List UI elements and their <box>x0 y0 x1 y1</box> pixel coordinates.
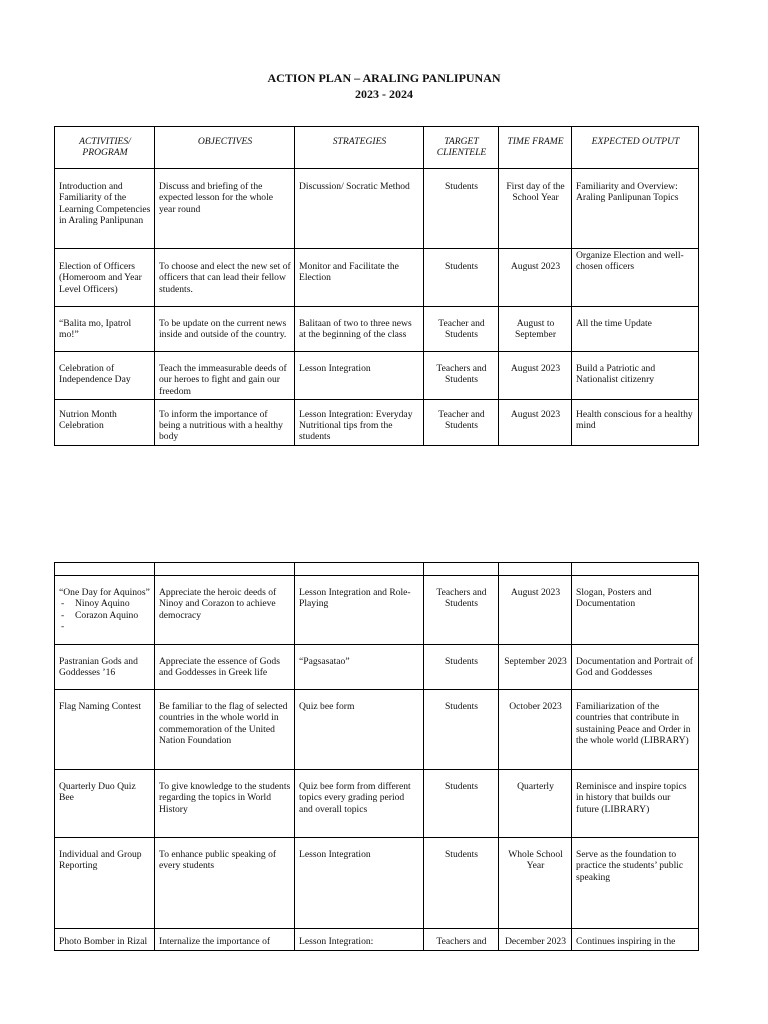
activity-cell <box>55 576 155 645</box>
output-cell: Continues inspiring in the <box>572 929 699 951</box>
time-frame-cell: September 2023 <box>499 645 572 690</box>
objective-cell: Appreciate the essence of Gods and Goddesses in Greek life <box>155 645 295 690</box>
table-row <box>55 169 699 249</box>
objective-cell: Teach the immeasurable deeds of our heroes to fight and gain our freedom <box>155 352 295 400</box>
strategy-cell: “Pagsasatao” <box>295 645 424 690</box>
action-plan-table-page1 <box>54 126 699 446</box>
clientele-cell: Teacher and Students <box>424 399 499 445</box>
output-cell: Slogan, Posters and Documentation <box>572 576 699 645</box>
table-row <box>55 770 699 838</box>
output-cell: Reminisce and inspire topics in history that builds our future (LIBRARY) <box>572 770 699 838</box>
output-cell: All the time Update <box>572 307 699 352</box>
clientele-cell: Teacher and Students <box>424 307 499 352</box>
table-row <box>55 352 699 400</box>
header-activities: ACTIVITIES/ PROGRAM <box>55 127 155 169</box>
activity-cell: Photo Bomber in Rizal <box>55 929 155 951</box>
objective-cell: Internalize the importance of <box>155 929 295 951</box>
objective-cell: To enhance public speaking of every students <box>155 838 295 929</box>
activity-cell: Introduction and Familiarity of the Learning Competencies in Araling Panlipunan <box>55 169 155 249</box>
objective-cell: Appreciate the heroic deeds of Ninoy and Corazon to achieve democracy <box>155 576 295 645</box>
activity-sub-list <box>59 598 151 632</box>
time-frame-cell: Whole School Year <box>499 838 572 929</box>
table-row <box>55 249 699 307</box>
table-row <box>55 576 699 645</box>
header-expected-output: EXPECTED OUTPUT <box>572 127 699 169</box>
strategy-cell: Lesson Integration <box>295 838 424 929</box>
header-time-frame: TIME FRAME <box>499 127 572 169</box>
strategy-cell: Lesson Integration <box>295 352 424 400</box>
time-frame-cell: August to September <box>499 307 572 352</box>
objective-cell: To be update on the current news inside and outside of the country. <box>155 307 295 352</box>
activity-cell: “Balita mo, Ipatrol mo!” <box>55 307 155 352</box>
objective-cell: Be familiar to the flag of selected countries in the whole world in commemoration of the United Nation Foundation <box>155 690 295 770</box>
strategy-cell: Lesson Integration and Role-Playing <box>295 576 424 645</box>
table-row <box>55 645 699 690</box>
time-frame-cell: August 2023 <box>499 399 572 445</box>
activity-cell: Election of Officers (Homeroom and Year Level Officers) <box>55 249 155 307</box>
objective-cell: To inform the importance of being a nutritious with a healthy body <box>155 399 295 445</box>
clientele-cell: Students <box>424 169 499 249</box>
strategy-cell: Lesson Integration: <box>295 929 424 951</box>
activity-cell: Quarterly Duo Quiz Bee <box>55 770 155 838</box>
header-strategies: STRATEGIES <box>295 127 424 169</box>
clientele-cell: Students <box>424 249 499 307</box>
objective-cell: To choose and elect the new set of officers that can lead their fellow students. <box>155 249 295 307</box>
clientele-cell: Students <box>424 690 499 770</box>
output-cell: Build a Patriotic and Nationalist citizenry <box>572 352 699 400</box>
output-cell: Organize Election and well-chosen officers <box>572 249 699 307</box>
output-cell: Documentation and Portrait of God and Goddesses <box>572 645 699 690</box>
action-plan-table-page2 <box>54 562 699 951</box>
activity-cell: Celebration of Independence Day <box>55 352 155 400</box>
empty-header-row <box>55 563 699 576</box>
objective-cell: To give knowledge to the students regarding the topics in World History <box>155 770 295 838</box>
output-cell: Serve as the foundation to practice the students’ public speaking <box>572 838 699 929</box>
time-frame-cell: First day of the School Year <box>499 169 572 249</box>
table-row <box>55 690 699 770</box>
clientele-cell: Teachers and <box>424 929 499 951</box>
header-target-clientele: TARGET CLIENTELE <box>424 127 499 169</box>
list-item: - Corazon Aquino <box>61 610 151 621</box>
table-row <box>55 399 699 445</box>
header-objectives: OBJECTIVES <box>155 127 295 169</box>
strategy-cell: Lesson Integration: Everyday Nutritional tips from the students <box>295 399 424 445</box>
school-year: 2023 - 2024 <box>355 87 413 101</box>
objective-cell: Discuss and briefing of the expected lesson for the whole year round <box>155 169 295 249</box>
time-frame-cell: Quarterly <box>499 770 572 838</box>
strategy-cell: Discussion/ Socratic Method <box>295 169 424 249</box>
header-row <box>55 127 699 169</box>
table-row <box>55 929 699 951</box>
time-frame-cell: August 2023 <box>499 576 572 645</box>
activity-title: “One Day for Aquinos” <box>59 587 150 598</box>
output-cell: Familiarization of the countries that contribute in sustaining Peace and Order in the whole world (LIBRARY) <box>572 690 699 770</box>
list-item <box>61 621 151 632</box>
clientele-cell: Students <box>424 770 499 838</box>
activity-cell: Flag Naming Contest <box>55 690 155 770</box>
time-frame-cell: August 2023 <box>499 352 572 400</box>
output-cell: Health conscious for a healthy mind <box>572 399 699 445</box>
clientele-cell: Teachers and Students <box>424 352 499 400</box>
clientele-cell: Teachers and Students <box>424 576 499 645</box>
table-row <box>55 307 699 352</box>
time-frame-cell: August 2023 <box>499 249 572 307</box>
activity-cell: Pastranian Gods and Goddesses ’16 <box>55 645 155 690</box>
output-cell: Familiarity and Overview: Araling Panlipunan Topics <box>572 169 699 249</box>
strategy-cell: Quiz bee form from different topics every grading period and overall topics <box>295 770 424 838</box>
clientele-cell: Students <box>424 645 499 690</box>
activity-cell: Individual and Group Reporting <box>55 838 155 929</box>
strategy-cell: Balitaan of two to three news at the beginning of the class <box>295 307 424 352</box>
time-frame-cell: December 2023 <box>499 929 572 951</box>
activity-cell: Nutrion Month Celebration <box>55 399 155 445</box>
list-item: - Ninoy Aquino <box>61 598 151 609</box>
table-row <box>55 838 699 929</box>
document-title: ACTION PLAN – ARALING PANLIPUNAN <box>267 71 501 85</box>
clientele-cell: Students <box>424 838 499 929</box>
time-frame-cell: October 2023 <box>499 690 572 770</box>
strategy-cell: Quiz bee form <box>295 690 424 770</box>
strategy-cell: Monitor and Facilitate the Election <box>295 249 424 307</box>
